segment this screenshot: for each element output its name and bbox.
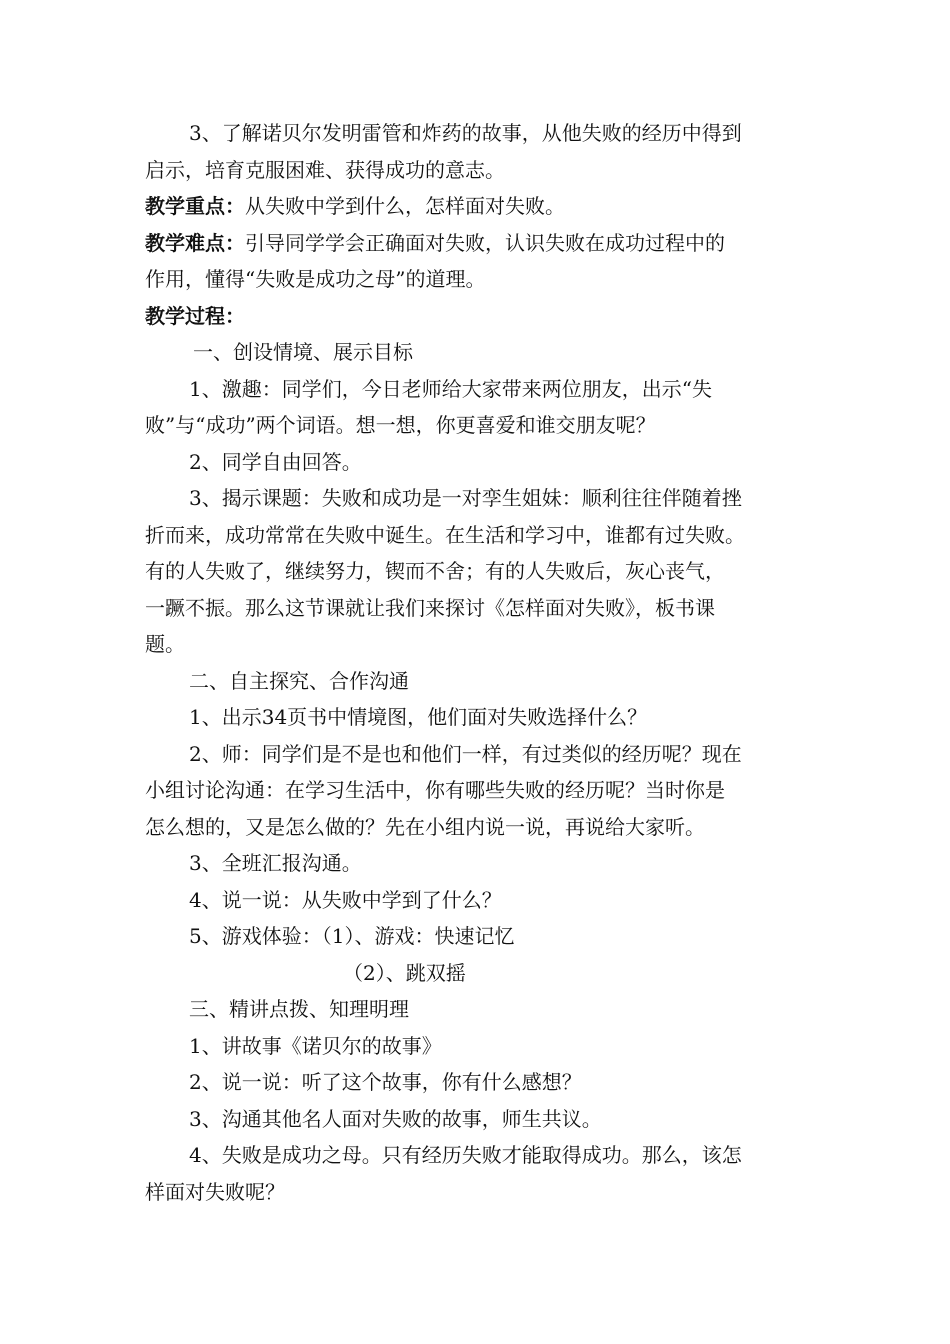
section-1-title: 一、创设情境、展示目标 (193, 340, 413, 364)
section-2-item-5-line-1: 5、游戏体验：（1）、游戏：快速记忆 (189, 924, 515, 948)
section-3-item-4-line-2: 样面对失败呢？ (145, 1179, 285, 1204)
difficulty-label: 教学难点： (145, 230, 245, 255)
process-heading: 教学过程： (145, 303, 245, 328)
objective-3-line-2: 启示，培育克服困难、获得成功的意志。 (145, 157, 505, 182)
difficulty-text: 引导同学学会正确面对失败，认识失败在成功过程中的 (245, 230, 725, 255)
key-point (145, 188, 815, 225)
section-2-item-2-line-3: 怎么想的，又是怎么做的？先在小组内说一说，再说给大家听。 (145, 814, 705, 839)
section-1-item-1-line-2: 败”与“成功”两个词语。想一想，你更喜爱和谁交朋友呢？ (145, 413, 656, 437)
section-1-item-3-line-5: 题。 (145, 632, 185, 656)
key-point-text: 从失败中学到什么，怎样面对失败。 (245, 194, 565, 218)
section-3-title: 三、精讲点拨、知理明理 (189, 997, 409, 1021)
section-1-item-3-line-2: 折而来，成功常常在失败中诞生。在生活和学习中，谁都有过失败。 (145, 522, 745, 547)
section-3-item-4-line-1: 4、失败是成功之母。只有经历失败才能取得成功。那么，该怎 (189, 1143, 742, 1167)
section-3-item-2: 2、说一说：听了这个故事，你有什么感想？ (189, 1070, 582, 1094)
section-2-item-1: 1、出示34页书中情境图，他们面对失败选择什么？ (189, 705, 648, 729)
section-2-title: 二、自主探究、合作沟通 (189, 668, 409, 693)
section-2-item-2-line-2: 小组讨论沟通：在学习生活中，你有哪些失败的经历呢？当时你是 (145, 778, 725, 802)
section-3-item-3: 3、沟通其他名人面对失败的故事，师生共议。 (189, 1106, 602, 1131)
objective-3-line-1: 3、了解诺贝尔发明雷管和炸药的故事，从他失败的经历中得到 (189, 121, 742, 145)
section-1-item-3-line-1: 3、揭示课题：失败和成功是一对孪生姐妹：顺利往往伴随着挫 (189, 486, 742, 510)
difficulty-line-1 (145, 225, 815, 262)
section-2-item-2-line-1: 2、师：同学们是不是也和他们一样，有过类似的经历呢？现在 (189, 741, 742, 766)
section-1-item-3-line-4: 一蹶不振。那么这节课就让我们来探讨《怎样面对失败》，板书课 (145, 595, 715, 620)
section-1-item-1-line-1: 1、激趣：同学们，今日老师给大家带来两位朋友，出示“失 (189, 376, 712, 401)
section-1-item-3-line-3: 有的人失败了，继续努力，锲而不舍；有的人失败后，灰心丧气， (145, 559, 725, 583)
section-1-item-2: 2、同学自由回答。 (189, 449, 362, 474)
section-3-item-1: 1、讲故事《诺贝尔的故事》 (189, 1033, 442, 1058)
section-2-item-5-line-2: （2）、跳双摇 (343, 960, 466, 985)
document-page (145, 115, 815, 1210)
key-point-label: 教学重点： (145, 194, 245, 218)
section-2-item-4: 4、说一说：从失败中学到了什么？ (189, 887, 502, 912)
difficulty-line-2: 作用，懂得“失败是成功之母”的道理。 (145, 267, 486, 291)
section-2-item-3: 3、全班汇报沟通。 (189, 851, 362, 875)
